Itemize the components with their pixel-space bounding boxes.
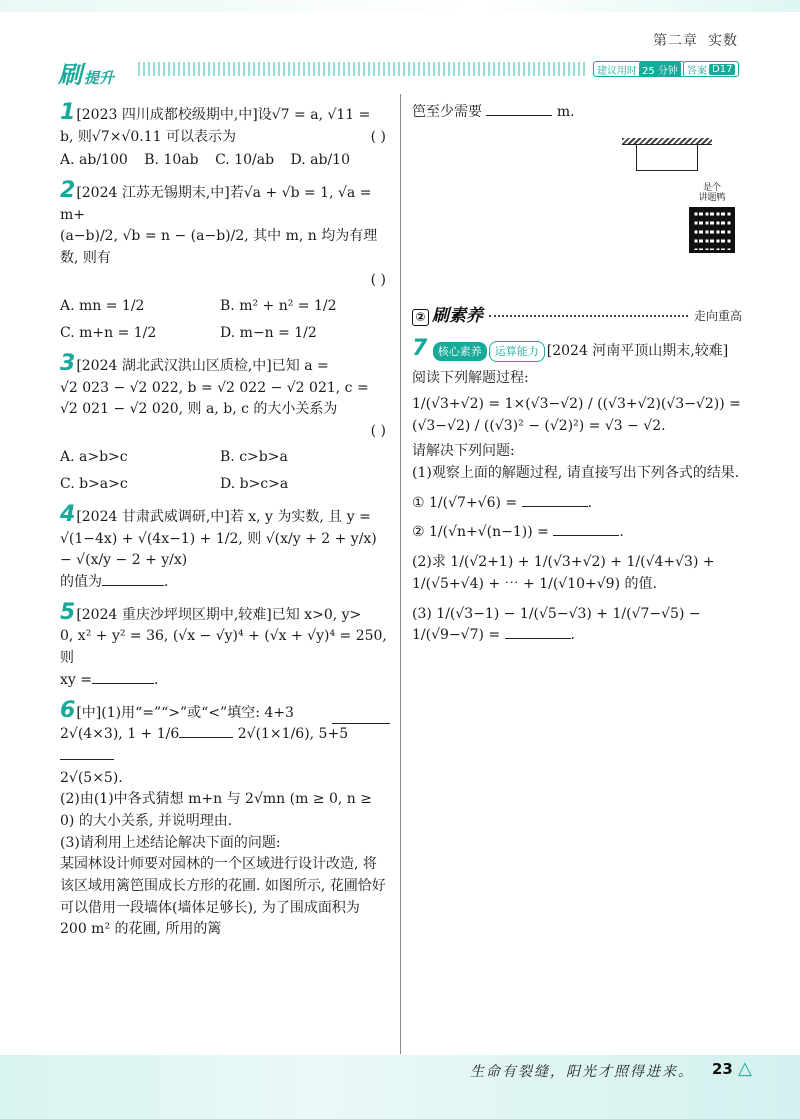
answer-tag-label: 答案 — [687, 65, 707, 77]
brand-small: 提升 — [84, 69, 115, 87]
header-hatch-decor — [138, 62, 588, 76]
option-a: A. ab/100 — [60, 152, 128, 169]
question-5 — [60, 599, 390, 692]
chapter-number: 第二章 — [653, 33, 698, 49]
question-6 — [60, 697, 390, 942]
question-text: 2√(4×3), 1 + 1/6 — [60, 726, 180, 743]
question-text: (2)由(1)中各式猜想 m+n 与 2√mn (m ≥ 0, n ≥ 0) 的大小关系, 并说明理由. — [60, 791, 372, 829]
options — [60, 150, 350, 172]
section-title — [412, 303, 483, 329]
column-divider — [400, 94, 401, 1054]
question-text: 已知 x>0, y> — [271, 606, 362, 623]
answer-blank[interactable] — [102, 585, 164, 586]
right-column — [412, 102, 742, 655]
chapter-header — [643, 30, 738, 50]
question-text: 的值为 — [60, 574, 102, 591]
option-b: B. 10ab — [144, 152, 199, 169]
unit-label: m. — [556, 104, 575, 120]
chapter-title: 实数 — [708, 33, 738, 49]
question-source: [2024 湖北武汉洪山区质检,中] — [76, 357, 272, 374]
answer-blank[interactable] — [553, 535, 619, 536]
question-number: 5 — [60, 599, 76, 625]
brand-big: 刷 — [58, 61, 82, 89]
question-text: √2 021 − √2 020, 则 a, b, c 的大小关系为 — [60, 401, 338, 418]
question-text: 笆至少需要 — [412, 104, 482, 120]
question-text: √(1−4x) + √(4x−1) + 1/2, 则 √(x/y + 2 + y/x) − √(x/y − 2 + y/x) — [60, 530, 377, 569]
fence-rectangle — [636, 145, 698, 171]
question-text: √2 023 − √2 022, b = √2 022 − √2 021, c = — [60, 379, 369, 396]
question-7: 7 核心素养 运算能力 [2024 河南平顶山期末,较难] 阅读下列解题过程: 1/(√3+√2) = 1×(√3−√2) / ((√3+√2)(√3−√2)) = (√3−√2) / ((√3)² − (√2)²) = √3 − √2. 请解决下列问题: (1)观察上面的解题过程, 请直接写出下列各式的结果. ① 1/(√7+√6) = . ② 1/(√n+√(n−1)) = . (2)求 1/(√2+1) + 1/(√3+√2) + 1/(√4+√3) + 1/(√5+√4) + ⋯ + 1/(√10+√9) 的值. (3) 1/(√3−1) − 1/(√5−√3) + 1/(√7−√5) − 1/(√9−√7) = . — [412, 335, 741, 644]
top-decor-band — [0, 0, 800, 12]
options — [60, 447, 390, 496]
question-source: [2024 甘肃武威调研,中] — [76, 509, 230, 525]
qr-code-block[interactable] — [682, 183, 742, 254]
time-tag-value: 25 分钟 — [639, 62, 681, 77]
qr-label-line: 是个 — [702, 182, 721, 193]
question-text: (a−b)/2, √b = n − (a−b)/2, 其中 m, n 均为有理数, 则有 — [60, 228, 378, 267]
compass-icon: △ — [738, 1058, 752, 1079]
qr-label — [682, 183, 742, 205]
question-source: [2023 四川成都校级期中,中] — [76, 107, 258, 123]
skill-pill: 运算能力 — [489, 341, 545, 362]
question-text: 设√7 = a, √11 = — [257, 107, 371, 123]
question-number: 1 — [60, 100, 76, 125]
answer-blank[interactable] — [486, 115, 552, 116]
sub-item-2: ② 1/(√n+√(n−1)) = — [412, 524, 549, 541]
section-subtitle: 走向重高 — [693, 309, 742, 324]
question-4 — [60, 504, 390, 594]
section-title-text: 刷素养 — [432, 306, 483, 327]
left-column — [60, 102, 390, 949]
question-text: . — [164, 574, 169, 591]
sub-item-1: ① 1/(√7+√6) = — [412, 494, 518, 511]
answer-blank[interactable] — [179, 737, 233, 738]
options — [60, 296, 390, 345]
answer-blank[interactable] — [332, 700, 390, 725]
question-text: 若 x, y 为实数, 且 y = — [229, 509, 371, 525]
option-c: C. 10/ab — [215, 152, 275, 169]
question-number: 7 — [412, 335, 428, 361]
question-text: 阅读下列解题过程: — [412, 370, 529, 387]
question-number: 3 — [60, 350, 76, 376]
qr-code-icon[interactable] — [689, 207, 735, 253]
question-text: 0, x² + y² = 36, (√x − √y)⁴ + (√x + √y)⁴ = 250, 则 — [60, 628, 387, 667]
question-number: 6 — [60, 697, 76, 723]
section-header — [412, 303, 742, 329]
answer-blank[interactable] — [505, 638, 571, 639]
footer-motto: 生命有裂缝，阳光才照得进来。 — [470, 1064, 694, 1080]
core-literacy-pill: 核心素养 — [433, 342, 487, 361]
question-3 — [60, 350, 390, 496]
question-number: 2 — [60, 178, 76, 204]
option-b: B. c>b>a — [220, 448, 288, 465]
circled-two-icon: ② — [412, 309, 429, 326]
time-tag-label: 建议用时 — [597, 65, 637, 77]
dotted-rule — [489, 315, 688, 317]
question-source: [2024 河南平顶山期末,较难] — [546, 342, 729, 359]
answer-blank[interactable] — [92, 683, 154, 684]
question-1 — [60, 102, 390, 172]
question-text: . — [154, 671, 159, 688]
question-text: (2)求 1/(√2+1) + 1/(√3+√2) + 1/(√4+√3) + 1/(√5+√4) + ⋯ + 1/(√10+√9) 的值. — [412, 554, 715, 592]
question-text: 2√(1×1/6), 5+5 — [237, 726, 349, 743]
option-d: D. m−n = 1/2 — [220, 325, 317, 342]
question-source: [2024 江苏无锡期末,中] — [76, 185, 230, 202]
option-a: A. a>b>c — [60, 448, 128, 465]
question-text: 已知 a = — [271, 357, 329, 374]
page-number: 23 — [712, 1060, 733, 1078]
question-source: [中] — [76, 704, 102, 721]
answer-paren: ( ) — [370, 271, 386, 288]
question-number: 4 — [60, 502, 76, 527]
answer-paren: ( ) — [370, 422, 386, 439]
option-c: C. b>a>c — [60, 476, 128, 493]
answer-blank[interactable] — [522, 506, 588, 507]
option-d: D. b>c>a — [220, 476, 289, 493]
answer-paren: ( ) — [370, 128, 386, 145]
question-text: (1)用“=”“>”或“<”填空: 4+3 — [101, 704, 294, 721]
wall-hatch — [622, 138, 712, 145]
question-text: (3) 1/(√3−1) − 1/(√5−√3) + 1/(√7−√5) − 1/(√9−√7) = — [412, 605, 701, 644]
question-text: b, 则√7×√0.11 可以表示为 — [60, 128, 236, 145]
time-tag — [593, 61, 685, 77]
question-text: 2√(5×5). — [60, 769, 123, 786]
question-text: (3)请利用上述结论解决下面的问题: — [60, 834, 281, 851]
brand-logo — [58, 55, 114, 90]
option-b: B. m² + n² = 1/2 — [220, 297, 337, 314]
garden-wall-diagram — [622, 138, 712, 171]
derivation: 1/(√3+√2) = 1×(√3−√2) / ((√3+√2)(√3−√2)) = (√3−√2) / ((√3)² − (√2)²) = √3 − √2. — [412, 396, 741, 434]
answer-tag — [683, 61, 739, 77]
question-text: xy = — [60, 671, 92, 688]
option-d: D. ab/10 — [290, 152, 350, 169]
option-a: A. mn = 1/2 — [60, 297, 145, 314]
answer-blank[interactable] — [60, 759, 114, 760]
question-text: 某园林设计师要对园林的一个区域进行设计改造, 将该区域用篱笆围成长方形的花圃. 如图所示, 花圃恰好可以借用一段墙体(墙体足够长), 为了围成面积为 200 m² 的花圃, 所用的篱 — [60, 856, 386, 938]
question-text: 请解决下列问题: — [412, 443, 515, 460]
question-text: (1)观察上面的解题过程, 请直接写出下列各式的结果. — [412, 465, 740, 482]
option-c: C. m+n = 1/2 — [60, 325, 157, 342]
qr-label-line: 讲题鸭 — [698, 193, 726, 204]
question-2 — [60, 180, 390, 345]
answer-tag-value: D17 — [709, 64, 735, 75]
question-source: [2024 重庆沙坪坝区期中,较难] — [76, 606, 272, 623]
question-text: 若√a + √b = 1, √a = m+ — [60, 185, 372, 223]
